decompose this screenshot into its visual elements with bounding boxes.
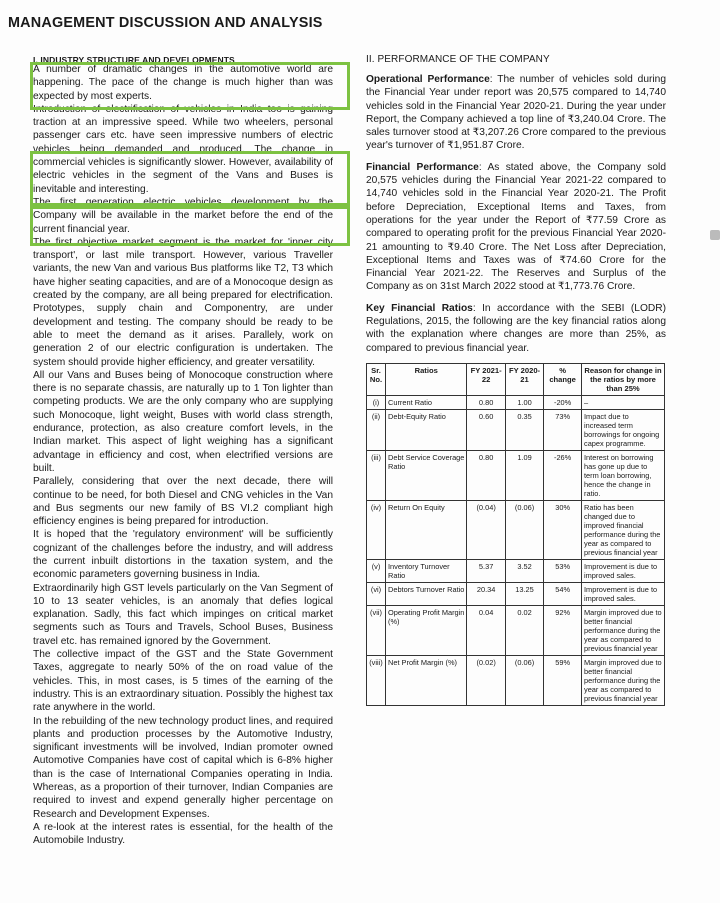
runin-heading: Financial Performance — [366, 161, 479, 173]
paragraph-text: : As stated above, the Company sold 20,575 vehicles during the Financial Year 2021-22 compared to 14,740 vehicles sold in the Financial Year 2020-21. The Profit before Depreciation, Exceptional Items and Taxes, from operations for the year under the Report of ₹77.59 Crore as compared to operating profit for the previous Financial Year 2020-21 amounting to ₹9.40 Crore. The Net Loss after Depreciation, Exceptional Items and Taxes was of ₹74.60 Crore for the Financial Year 2021-22. The Reserves and Surplus of the Company as on 31st March 2022 stood at ₹1,773.76 Crore. — [366, 161, 666, 293]
cell-change: 92% — [544, 605, 582, 655]
cell-reason: Ratio has been changed due to improved financial performance during the year as compared to previous financial year — [582, 500, 665, 559]
cell-change: 73% — [544, 409, 582, 450]
paragraph: A re-look at the interest rates is essential, for the health of the Automobile Industry. — [33, 821, 333, 847]
cell-fy21: (0.06) — [505, 655, 543, 705]
table-row — [367, 395, 665, 409]
cell-fy22: (0.04) — [467, 500, 505, 559]
paragraph: Parallely, considering that over the next decade, there will continue to be need, for both Diesel and CNG vehicles in the Van and Bus segments our new family of BS VI.2 compliant high efficiency engines is being prepared for introduction. — [33, 476, 333, 528]
paragraph: Introduction of electrification of vehicles in India too is gaining traction at an impressive speed. While two wheelers, personal passenger cars etc. have seen impressive numbers of electric vehicles being demanded and produced. The change in commercial vehicles is significantly slower. However, availability of electric vehicles in the segment of the Vans and Buses is inevitable and interesting. — [33, 103, 333, 195]
runin-heading: Key Financial Ratios — [366, 302, 473, 314]
cell-reason: Improvement is due to improved sales. — [582, 559, 665, 582]
scrollbar-thumb[interactable] — [710, 230, 720, 240]
cell-sr: (iv) — [367, 500, 386, 559]
cell-fy22: 0.80 — [467, 395, 505, 409]
cell-ratio: Operating Profit Margin (%) — [386, 605, 467, 655]
cell-fy21: 3.52 — [505, 559, 543, 582]
cell-fy22: 5.37 — [467, 559, 505, 582]
table-row — [367, 450, 665, 500]
page-title: MANAGEMENT DISCUSSION AND ANALYSIS — [8, 14, 323, 31]
cell-ratio: Return On Equity — [386, 500, 467, 559]
cell-sr: (v) — [367, 559, 386, 582]
paragraph: The first objective market segment is the market for 'inner city transport', or last mile transport. However, various Traveller variants, the new Van and various Bus platforms like T2, T3 which have higher seating capacities, and are of a Monocoque design as created by the company, are all being prepared for electrification. Prototypes, supply chain and Componentry, are under development and testing. The company should be ready to be able to meet the demand as it arises. Parallely, work on generation 2 of our electric configuration is undertaken. The system should provide higher efficiency, and greater versatility. — [33, 236, 333, 368]
table-row — [367, 409, 665, 450]
cell-sr: (vii) — [367, 605, 386, 655]
cell-change: 59% — [544, 655, 582, 705]
column-header-ratios: Ratios — [386, 363, 467, 395]
cell-fy21: 0.35 — [505, 409, 543, 450]
cell-sr: (iii) — [367, 450, 386, 500]
column-header-change: % change — [544, 363, 582, 395]
cell-ratio: Debtors Turnover Ratio — [386, 582, 467, 605]
operational-performance-paragraph — [366, 73, 666, 153]
highlight-box — [30, 206, 350, 246]
table-body — [367, 395, 665, 705]
cell-ratio: Current Ratio — [386, 395, 467, 409]
financial-performance-paragraph — [366, 161, 666, 294]
paragraph: It is hoped that the 'regulatory environment' will be sufficiently cognizant of the challenges before the industry, and will address the current inbuilt distortions in the taxation system, and the economic parameters governing business in India. — [33, 529, 333, 581]
cell-reason: Margin improved due to better financial performance during the year as compared to previous financial year — [582, 655, 665, 705]
cell-sr: (i) — [367, 395, 386, 409]
cell-sr: (ii) — [367, 409, 386, 450]
cell-ratio: Inventory Turnover Ratio — [386, 559, 467, 582]
cell-change: -20% — [544, 395, 582, 409]
table-row — [367, 605, 665, 655]
column-header-reason: Reason for change in the ratios by more than 25% — [582, 363, 665, 395]
cell-change: 30% — [544, 500, 582, 559]
paragraph: Extraordinarily high GST levels particularly on the Van Segment of 10 to 13 seater vehicles, is an anomaly that defies logical explanation. Sadly, this fact which impinges on critical market segments such as Tours and Travels, School Buses, Business travel etc. has remained ignored by the Government. — [33, 582, 333, 647]
cell-sr: (viii) — [367, 655, 386, 705]
highlight-box — [30, 62, 350, 110]
cell-fy22: 20.34 — [467, 582, 505, 605]
cell-change: 54% — [544, 582, 582, 605]
right-column — [366, 54, 666, 706]
runin-heading: Operational Performance — [366, 74, 490, 85]
cell-sr: (vi) — [367, 582, 386, 605]
cell-fy21: 1.00 — [505, 395, 543, 409]
cell-ratio: Net Profit Margin (%) — [386, 655, 467, 705]
cell-change: -26% — [544, 450, 582, 500]
table-row — [367, 500, 665, 559]
table-row — [367, 582, 665, 605]
cell-reason: – — [582, 395, 665, 409]
cell-reason: Margin improved due to better financial performance during the year as compared to previous financial year — [582, 605, 665, 655]
paragraph: A number of dramatic changes in the automotive world are happening. The pace of the change is much higher than was expected by most experts. — [33, 64, 333, 102]
cell-fy21: 13.25 — [505, 582, 543, 605]
section-heading-industry: I. INDUSTRY STRUCTURE AND DEVELOPMENTS — [33, 55, 235, 63]
column-header-fy22: FY 2021-22 — [467, 363, 505, 395]
column-header-fy21: FY 2020-21 — [505, 363, 543, 395]
cell-reason: Impact due to increased term borrowings for ongoing capex programme. — [582, 409, 665, 450]
paragraph-text: : The number of vehicles sold during the Financial Year under report was 20,575 compared to 14,740 vehicles sold in the Financial Year 2020-21. During the year under Report, the Company achieved a top line of ₹3,240.04 Crore. The sales turnover stood at ₹3,207.26 Crore compared to the previous year's turnover of ₹1,951.87 Crore. — [366, 74, 666, 152]
cell-ratio: Debt-Equity Ratio — [386, 409, 467, 450]
table-header-row — [367, 363, 665, 395]
paragraph: All our Vans and Buses being of Monocoque construction where there is no separate chassis, are naturally up to 1 Ton lighter than competing products. We are the only company who are supplying such Monocoque, light weight, Buses with world class strength, endurance, protection, as also creature comfort levels, in the Indian market. This aspect of light weighing has a significant advantage in efficiency and cost, when electrified versions are built. — [33, 369, 333, 474]
highlight-box — [30, 151, 350, 206]
cell-fy22: 0.80 — [467, 450, 505, 500]
paragraph: The first generation electric vehicles development by the Company will be available in the market before the end of the current financial year. — [33, 196, 333, 235]
section-heading-performance: II. PERFORMANCE OF THE COMPANY — [366, 54, 550, 65]
cell-reason: Interest on borrowing has gone up due to term loan borrowing, hence the change in ratio. — [582, 450, 665, 500]
cell-fy21: 1.09 — [505, 450, 543, 500]
cell-ratio: Debt Service Coverage Ratio — [386, 450, 467, 500]
paragraph: The collective impact of the GST and the State Government Taxes, aggregate to nearly 50% of the on road value of the vehicles. This, in most cases, is 5 times of the earning of the industry. This is an extraordinary situation. Possibly the highest tax rate anywhere in the world. — [33, 649, 333, 714]
column-header-sr: Sr. No. — [367, 363, 386, 395]
cell-fy22: (0.02) — [467, 655, 505, 705]
cell-fy22: 0.04 — [467, 605, 505, 655]
table-row — [367, 559, 665, 582]
cell-change: 53% — [544, 559, 582, 582]
table-row — [367, 655, 665, 705]
financial-ratios-table — [366, 363, 665, 706]
key-ratios-paragraph — [366, 302, 666, 355]
cell-reason: Improvement is due to improved sales. — [582, 582, 665, 605]
cell-fy21: 0.02 — [505, 605, 543, 655]
paragraph: In the rebuilding of the new technology product lines, and required plants and production processes by the Automotive Industry, significant investments will be involved, Indian promoter owned Automotive Companies have cost of capital which is 6-8% higher than is the case of International Companies operating in India. Whereas, as a proportion of their turnover, Indian Companies are required to invest and expend generally higher percentage on Research and Development Expenses. — [33, 715, 333, 820]
paragraph-text: : In accordance with the SEBI (LODR) Regulations, 2015, the following are the key financial ratios along with the explanation where changes are more than 25%, as compared to previous financial year. — [366, 302, 666, 354]
cell-fy21: (0.06) — [505, 500, 543, 559]
cell-fy22: 0.60 — [467, 409, 505, 450]
